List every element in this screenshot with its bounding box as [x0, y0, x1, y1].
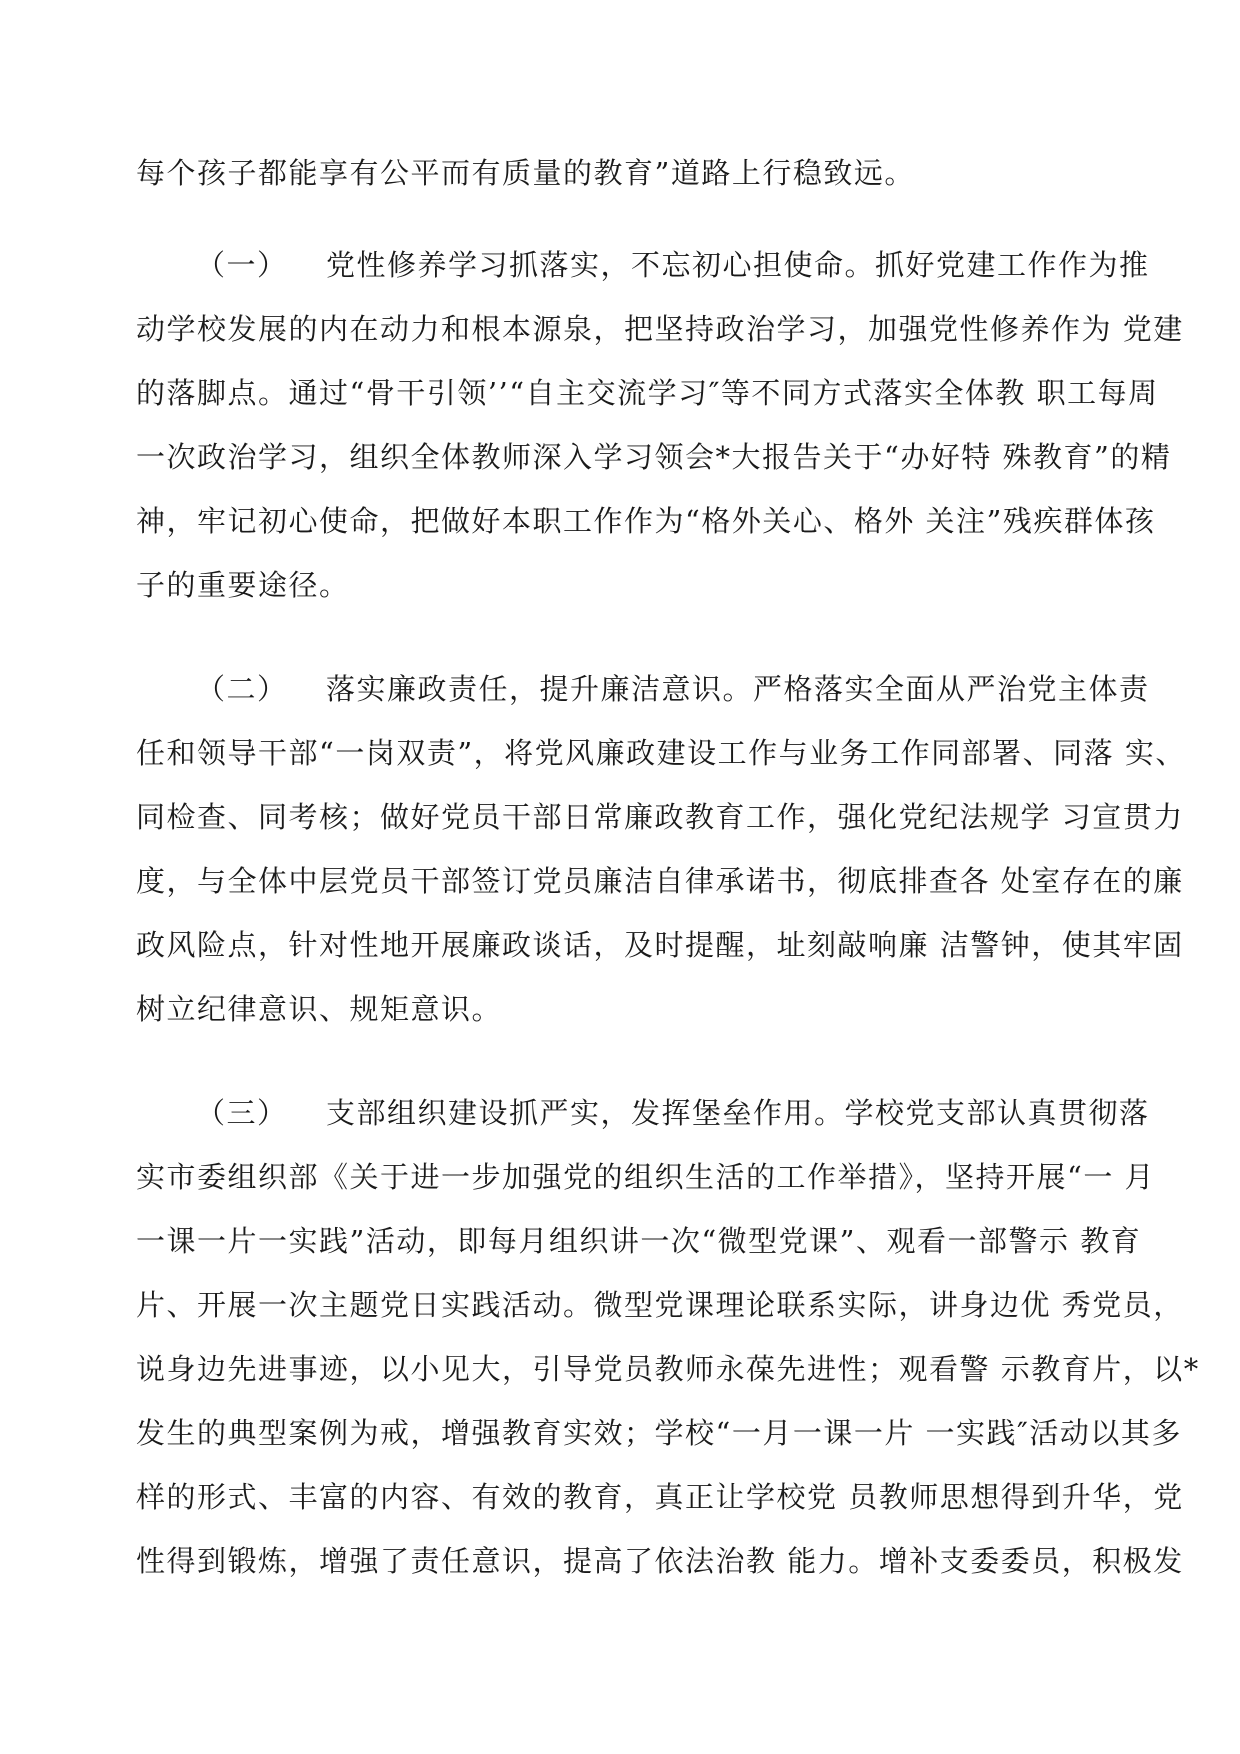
section-2-line-3: 同检查、同考核；做好党员干部日常廉政教育工作，强化党纪法规学 习宣贯力 — [136, 800, 1184, 834]
section-1-line-2: 动学校发展的内在动力和根本源泉，把坚持政治学习，加强党性修养作为 党建 — [136, 312, 1184, 346]
section-2-line-2: 任和领导干部“一岗双责”，将党风廉政建设工作与业务工作同部署、同落 实、 — [136, 736, 1186, 770]
section-1-line-4: 一次政治学习，组织全体教师深入学习领会*大报告关于“办好特 殊教育”的精 — [136, 440, 1172, 474]
section-2-text-1: 落实廉政责任，提升廉洁意识。严格落实全面从严治党主体责 — [326, 672, 1150, 706]
section-1-line-5: 神，牢记初心使命，把做好本职工作作为“格外关心、格外 关注”残疾群体孩 — [136, 504, 1156, 538]
section-2-number: （二） — [196, 672, 288, 706]
section-3-line-5: 说身边先进事迹，以小见大，引导党员教师永葆先进性；观看警 示教育片，以* — [136, 1352, 1200, 1386]
section-3-line-3: 一课一片一实践”活动，即每月组织讲一次“微型党课”、观看一部警示 教育 — [136, 1224, 1142, 1258]
section-2-line-5: 政风险点，针对性地开展廉政谈话，及时提醒，址刻敲响廉 洁警钟，使其牢固 — [136, 928, 1184, 962]
section-3-line-6: 发生的典型案例为戒，增强教育实效；学校“一月一课一片 一实践″活动以其多 — [136, 1416, 1182, 1450]
section-1-line-3: 的落脚点。通过“骨干引领’’“自主交流学习″等不同方式落实全体教 职工每周 — [136, 376, 1159, 410]
section-1-text-1: 党性修养学习抓落实，不忘初心担使命。抓好党建工作作为推 — [326, 248, 1150, 282]
section-1-number: （一） — [196, 248, 288, 282]
section-3-number: （三） — [196, 1096, 288, 1130]
section-3-line-2: 实市委组织部《关于进一步加强党的组织生活的工作举措》，坚持开展“一 月 — [136, 1160, 1156, 1194]
section-2-line-4: 度，与全体中层党员干部签订党员廉洁自律承诺书，彻底排查各 处室存在的廉 — [136, 864, 1184, 898]
section-3-text-1: 支部组织建设抓严实，发挥堡垒作用。学校党支部认真贯彻落 — [326, 1096, 1150, 1130]
section-2-line-6: 树立纪律意识、规矩意识。 — [136, 992, 503, 1026]
section-2 — [136, 657, 1186, 1041]
section-3-line-4: 片、开展一次主题党日实践活动。微型党课理论联系实际，讲身边优 秀党员， — [136, 1288, 1184, 1322]
section-3-line-7: 样的形式、丰富的内容、有效的教育，真正让学校党 员教师思想得到升华，党 — [136, 1480, 1184, 1514]
continuation-paragraph: 每个孩子都能享有公平而有质量的教育”道路上行稳致远。 — [136, 156, 915, 190]
section-1-line-6: 子的重要途径。 — [136, 568, 350, 602]
section-3-line-8: 性得到锻炼，增强了责任意识，提高了依法治教 能力。增补支委委员，积极发 — [136, 1544, 1184, 1578]
section-2-line-1 — [136, 657, 1150, 721]
section-1-line-1 — [136, 233, 1150, 297]
document-body — [136, 155, 1200, 1633]
section-3 — [136, 1081, 1200, 1593]
section-3-line-1 — [136, 1081, 1150, 1145]
section-1 — [136, 233, 1184, 617]
